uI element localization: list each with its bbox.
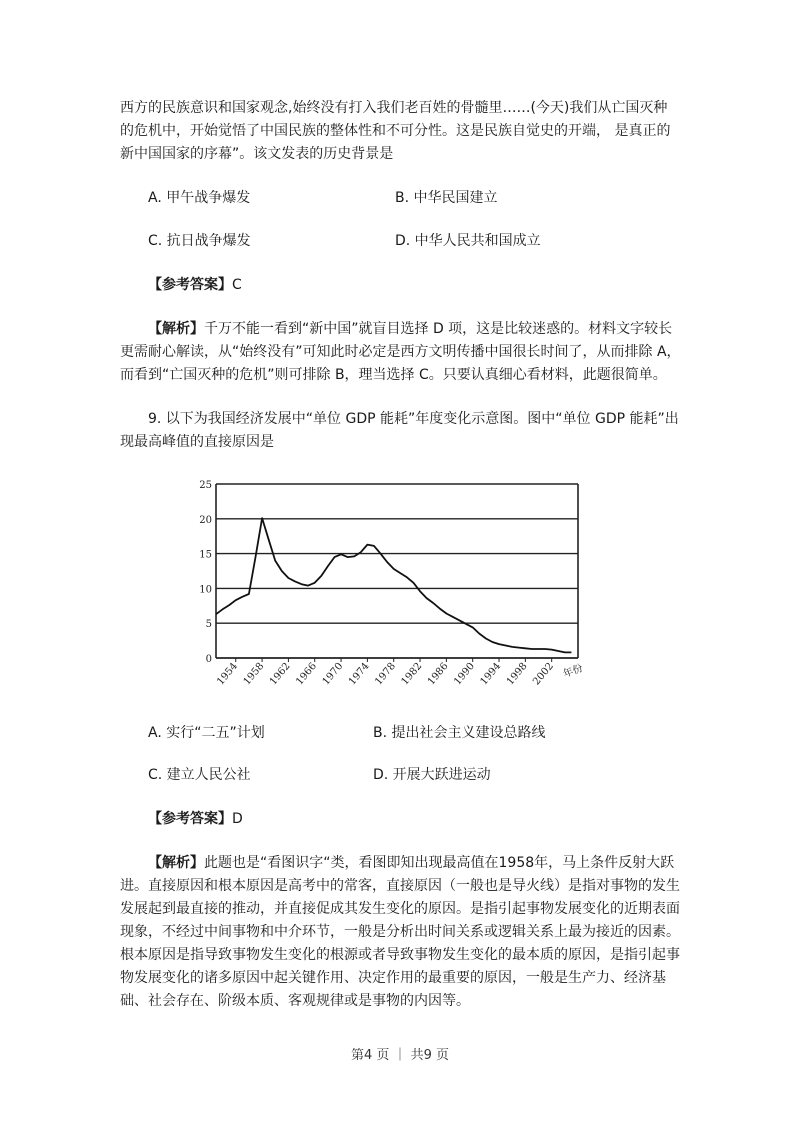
x-tick-label: 1958	[241, 660, 267, 688]
chart-ticks	[199, 480, 584, 687]
q8-analysis	[120, 318, 682, 387]
x-tick-label: 1966	[294, 660, 320, 688]
passage-line-1: 西方的民族意识和国家观念,始终没有打入我们老百姓的骨髓里……(今天)我们从亡国灭种	[120, 100, 668, 116]
analysis-label: 【解析】	[148, 321, 204, 337]
y-tick-label: 5	[205, 619, 212, 631]
q8-option-a: A. 甲午战争爆发	[148, 190, 251, 206]
x-tick-label: 1998	[504, 660, 530, 688]
q9-option-a: A. 实行“二五”计划	[148, 725, 265, 741]
y-tick-label: 10	[199, 584, 212, 596]
y-tick-label: 15	[199, 549, 212, 561]
x-tick-label: 1994	[478, 660, 504, 688]
chart-series	[216, 518, 571, 652]
x-tick-label: 1978	[373, 660, 399, 688]
y-tick-label: 25	[199, 480, 212, 491]
q9-option-d: D. 开展大跃进运动	[373, 767, 491, 783]
q8-answer	[148, 275, 242, 295]
x-tick-label: 1962	[267, 660, 293, 688]
page-footer: 第4 页 ｜ 共9 页	[350, 1048, 450, 1063]
chart-grid	[216, 484, 578, 623]
q8-option-d: D. 中华人民共和国成立	[395, 233, 541, 249]
analysis-text: 此题也是“看图识字“类，看图即知出现最高值在1958年，马上条件反射大跃进。直接原因和根本原因是高考中的常客，直接原因（一般也是导火线）是指对事物的发生发展起到最直接的推动，并直接促成其发生变化的原因。是指引起事物发展变化的近期表面现象，不经过中间事物和中介环节，一般是分析出时间关系或逻辑关系上最为接近的因素。根本原因是指导致事物发生变化的根源或者导致事物发生变化的最本质的原因，是指引起事物发展变化的诸多原因中起关键作用、决定作用的最重要的原因，一般是生产力、经济基础、社会存在、阶级本质、客观规律或是事物的内因等。	[120, 855, 680, 1009]
answer-value: C	[232, 277, 242, 293]
energy-series-line	[216, 518, 571, 652]
q9-analysis	[120, 852, 682, 1013]
x-tick-label: 1954	[215, 660, 241, 688]
x-axis-label: 年份	[561, 663, 585, 681]
answer-value: D	[232, 811, 243, 827]
answer-label: 【参考答案】	[148, 277, 232, 293]
x-tick-label: 1970	[320, 660, 346, 688]
energy-consumption-chart	[196, 476, 586, 694]
q8-option-c: C. 抗日战争爆发	[148, 233, 251, 249]
q9-option-b: B. 提出社会主义建设总路线	[373, 725, 546, 741]
analysis-label: 【解析】	[148, 855, 204, 871]
q9-answer	[148, 809, 243, 829]
analysis-text: 千万不能一看到“新中国”就盲目选择 D 项，这是比较迷惑的。材料文字较长更需耐心解读，从“始终没有”可知此时必定是西方文明传播中国很长时间了，从而排除 A，而看到“亡国灭种的危机”则可排除 B，理当选择 C。只要认真细心看材料，此题很简单。	[120, 321, 681, 383]
x-tick-label: 1974	[346, 660, 372, 688]
y-tick-label: 0	[205, 654, 212, 665]
q9-stem: 9. 以下为我国经济发展中“单位 GDP 能耗”年度变化示意图。图中“单位 GDP 能耗”出现最高峰值的直接原因是	[120, 411, 679, 450]
x-tick-label: 1982	[399, 660, 425, 688]
x-tick-label: 1986	[425, 660, 451, 688]
x-tick-label: 2002	[531, 660, 556, 688]
passage-line-3: 新中国国家的序幕”。该文发表的历史背景是	[120, 146, 394, 162]
x-tick-label: 1990	[452, 660, 477, 688]
passage-line-2: 的危机中，开始觉悟了中国民族的整体性和不可分性。这是民族自觉史的开端， 是真正的	[120, 123, 671, 139]
q9-option-c: C. 建立人民公社	[148, 767, 251, 783]
q8-option-b: B. 中华民国建立	[395, 190, 498, 206]
y-tick-label: 20	[199, 514, 212, 526]
answer-label: 【参考答案】	[148, 811, 232, 827]
